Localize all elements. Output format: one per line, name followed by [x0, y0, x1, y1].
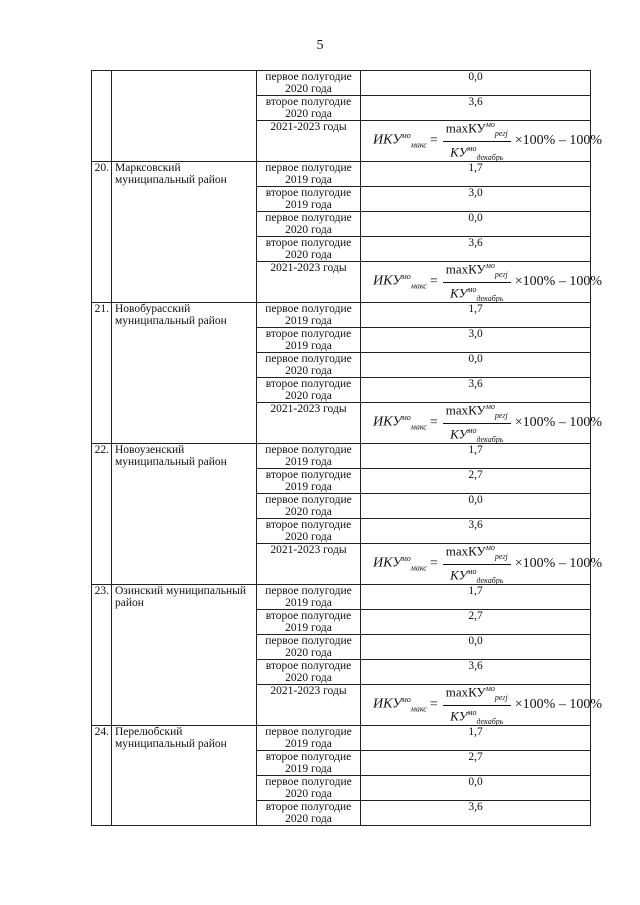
- formula-numer-main: maxКУ: [445, 119, 486, 135]
- row-number: 21.: [92, 303, 112, 444]
- formula-numer-sup: мо: [485, 119, 495, 129]
- formula-numer-sub: регj: [494, 128, 508, 138]
- formula-cell: [361, 542, 603, 585]
- row-number: 23.: [92, 585, 112, 726]
- formula-numer-sup: мо: [485, 260, 495, 270]
- period-label: второе полугодие 2019 года: [257, 187, 361, 212]
- period-label: первое полугодие 2019 года: [257, 162, 361, 187]
- formula-cell: [361, 401, 603, 444]
- formula-denom-sub: декабрь: [476, 716, 504, 726]
- formula-denominator: [447, 142, 506, 164]
- formula-numer-main: maxКУ: [445, 542, 486, 558]
- district-name: [112, 71, 257, 162]
- value-cell: 3,0: [361, 328, 591, 353]
- value-cell: 3,6: [361, 801, 591, 826]
- formula-fraction: [443, 542, 511, 587]
- formula-lhs: [373, 130, 427, 151]
- period-label: первое полугодие 2020 года: [257, 71, 361, 96]
- formula-denominator: [447, 706, 506, 728]
- period-label: второе полугодие 2019 года: [257, 610, 361, 635]
- period-label: первое полугодие 2019 года: [257, 726, 361, 751]
- formula-equals: =: [429, 697, 438, 712]
- formula-lhs-main: ИКУ: [373, 696, 402, 712]
- period-label: первое полугодие 2019 года: [257, 444, 361, 469]
- formula: [361, 260, 603, 303]
- row-number: [92, 71, 112, 162]
- period-label: 2021-2023 годы: [257, 262, 361, 303]
- formula-denominator: [447, 424, 506, 446]
- formula-lhs-main: ИКУ: [373, 273, 402, 289]
- table-row: [92, 585, 591, 610]
- formula-numer-sub: регj: [494, 410, 508, 420]
- value-cell: 1,7: [361, 444, 591, 469]
- table-row: [92, 71, 591, 96]
- formula-numerator: [443, 542, 511, 565]
- value-cell: 3,6: [361, 96, 591, 121]
- value-cell: 2,7: [361, 610, 591, 635]
- formula-lhs-main: ИКУ: [373, 132, 402, 148]
- formula-lhs: [373, 553, 427, 574]
- formula-tail: ×100% – 100%: [514, 697, 603, 712]
- formula-denom-main: КУ: [450, 425, 468, 441]
- formula-lhs-sup: мо: [401, 131, 411, 141]
- formula-denom-sup: мо: [467, 707, 477, 717]
- formula-numer-main: maxКУ: [445, 683, 486, 699]
- formula: [361, 119, 603, 162]
- period-label: второе полугодие 2019 года: [257, 328, 361, 353]
- row-number: 24.: [92, 726, 112, 826]
- formula-denom-sup: мо: [467, 566, 477, 576]
- period-label: 2021-2023 годы: [257, 121, 361, 162]
- formula-fraction: [443, 260, 511, 305]
- period-label: первое полугодие 2019 года: [257, 303, 361, 328]
- formula-lhs-main: ИКУ: [373, 414, 402, 430]
- period-label: 2021-2023 годы: [257, 544, 361, 585]
- formula-denom-main: КУ: [450, 566, 468, 582]
- formula-fraction: [443, 683, 511, 728]
- formula-denom-main: КУ: [450, 284, 468, 300]
- formula-denom-sub: декабрь: [476, 575, 504, 585]
- value-cell: 3,6: [361, 660, 591, 685]
- table-row: [92, 162, 591, 187]
- formula-denom-main: КУ: [450, 707, 468, 723]
- period-label: первое полугодие 2020 года: [257, 635, 361, 660]
- formula-fraction: [443, 119, 511, 164]
- formula-denom-sub: декабрь: [476, 152, 504, 162]
- formula-tail: ×100% – 100%: [514, 133, 603, 148]
- formula-tail: ×100% – 100%: [514, 274, 603, 289]
- formula-denom-sub: декабрь: [476, 434, 504, 444]
- value-cell: 1,7: [361, 726, 591, 751]
- period-label: первое полугодие 2020 года: [257, 776, 361, 801]
- district-name: Новоузенский муниципальный район: [112, 444, 257, 585]
- formula-equals: =: [429, 556, 438, 571]
- formula-denominator: [447, 565, 506, 587]
- formula-lhs: [373, 271, 427, 292]
- formula-lhs-sup: мо: [401, 272, 411, 282]
- page-number: 5: [316, 38, 324, 53]
- formula-denom-sup: мо: [467, 284, 477, 294]
- value-cell: 3,6: [361, 237, 591, 262]
- value-cell: 2,7: [361, 751, 591, 776]
- formula-lhs-sub: макс: [410, 140, 427, 150]
- period-label: 2021-2023 годы: [257, 685, 361, 726]
- formula-fraction: [443, 401, 511, 446]
- period-label: второе полугодие 2020 года: [257, 519, 361, 544]
- formula-numer-sub: регj: [494, 692, 508, 702]
- value-cell: 0,0: [361, 776, 591, 801]
- period-label: второе полугодие 2020 года: [257, 96, 361, 121]
- formula-denom-sub: декабрь: [476, 293, 504, 303]
- value-cell: 0,0: [361, 353, 591, 378]
- document-table: [91, 70, 603, 826]
- formula-tail: ×100% – 100%: [514, 556, 603, 571]
- period-label: второе полугодие 2020 года: [257, 237, 361, 262]
- formula-equals: =: [429, 415, 438, 430]
- formula-numer-sup: мо: [485, 401, 495, 411]
- period-label: второе полугодие 2019 года: [257, 751, 361, 776]
- period-label: второе полугодие 2020 года: [257, 378, 361, 403]
- district-name: Новобурасский муниципальный район: [112, 303, 257, 444]
- row-number: 22.: [92, 444, 112, 585]
- formula-numerator: [443, 260, 511, 283]
- formula-numer-sub: регj: [494, 551, 508, 561]
- formula-numer-sup: мо: [485, 683, 495, 693]
- formula-numerator: [443, 683, 511, 706]
- formula-cell: [361, 683, 603, 726]
- formula: [361, 401, 603, 444]
- formula-lhs-sub: макс: [410, 422, 427, 432]
- formula-numerator: [443, 401, 511, 424]
- formula-lhs-sub: макс: [410, 704, 427, 714]
- period-label: первое полугодие 2020 года: [257, 212, 361, 237]
- period-label: первое полугодие 2019 года: [257, 585, 361, 610]
- formula-lhs: [373, 694, 427, 715]
- value-cell: 1,7: [361, 162, 591, 187]
- table-row: [92, 726, 591, 751]
- formula-lhs-main: ИКУ: [373, 555, 402, 571]
- period-label: второе полугодие 2019 года: [257, 469, 361, 494]
- value-cell: 0,0: [361, 71, 591, 96]
- formula-denom-sup: мо: [467, 425, 477, 435]
- formula-numer-sup: мо: [485, 542, 495, 552]
- formula-lhs-sub: макс: [410, 281, 427, 291]
- formula-numer-main: maxКУ: [445, 260, 486, 276]
- formula-lhs-sup: мо: [401, 554, 411, 564]
- value-cell: 2,7: [361, 469, 591, 494]
- formula-denom-sup: мо: [467, 143, 477, 153]
- value-cell: 3,6: [361, 378, 591, 403]
- table-row: [92, 444, 591, 469]
- period-label: 2021-2023 годы: [257, 403, 361, 444]
- formula-equals: =: [429, 133, 438, 148]
- formula: [361, 542, 603, 585]
- formula-cell: [361, 119, 603, 162]
- formula-lhs-sup: мо: [401, 695, 411, 705]
- value-cell: 0,0: [361, 494, 591, 519]
- formula-numerator: [443, 119, 511, 142]
- formula-lhs-sub: макс: [410, 563, 427, 573]
- value-cell: 1,7: [361, 585, 591, 610]
- period-label: второе полугодие 2020 года: [257, 660, 361, 685]
- formula-denominator: [447, 283, 506, 305]
- period-label: первое полугодие 2020 года: [257, 353, 361, 378]
- formula-tail: ×100% – 100%: [514, 415, 603, 430]
- formula-denom-main: КУ: [450, 143, 468, 159]
- formula-lhs: [373, 412, 427, 433]
- formula: [361, 683, 603, 726]
- value-cell: 3,6: [361, 519, 591, 544]
- period-label: первое полугодие 2020 года: [257, 494, 361, 519]
- formula-numer-main: maxКУ: [445, 401, 486, 417]
- formula-numer-sub: регj: [494, 269, 508, 279]
- district-name: Марксовский муниципальный район: [112, 162, 257, 303]
- value-cell: 0,0: [361, 212, 591, 237]
- value-cell: 3,0: [361, 187, 591, 212]
- row-number: 20.: [92, 162, 112, 303]
- formula-cell: [361, 260, 603, 303]
- period-label: второе полугодие 2020 года: [257, 801, 361, 826]
- district-name: Озинский муниципальный район: [112, 585, 257, 726]
- formula-lhs-sup: мо: [401, 413, 411, 423]
- table-row: [92, 303, 591, 328]
- formula-equals: =: [429, 274, 438, 289]
- value-cell: 1,7: [361, 303, 591, 328]
- value-cell: 0,0: [361, 635, 591, 660]
- district-name: Перелюбский муниципальный район: [112, 726, 257, 826]
